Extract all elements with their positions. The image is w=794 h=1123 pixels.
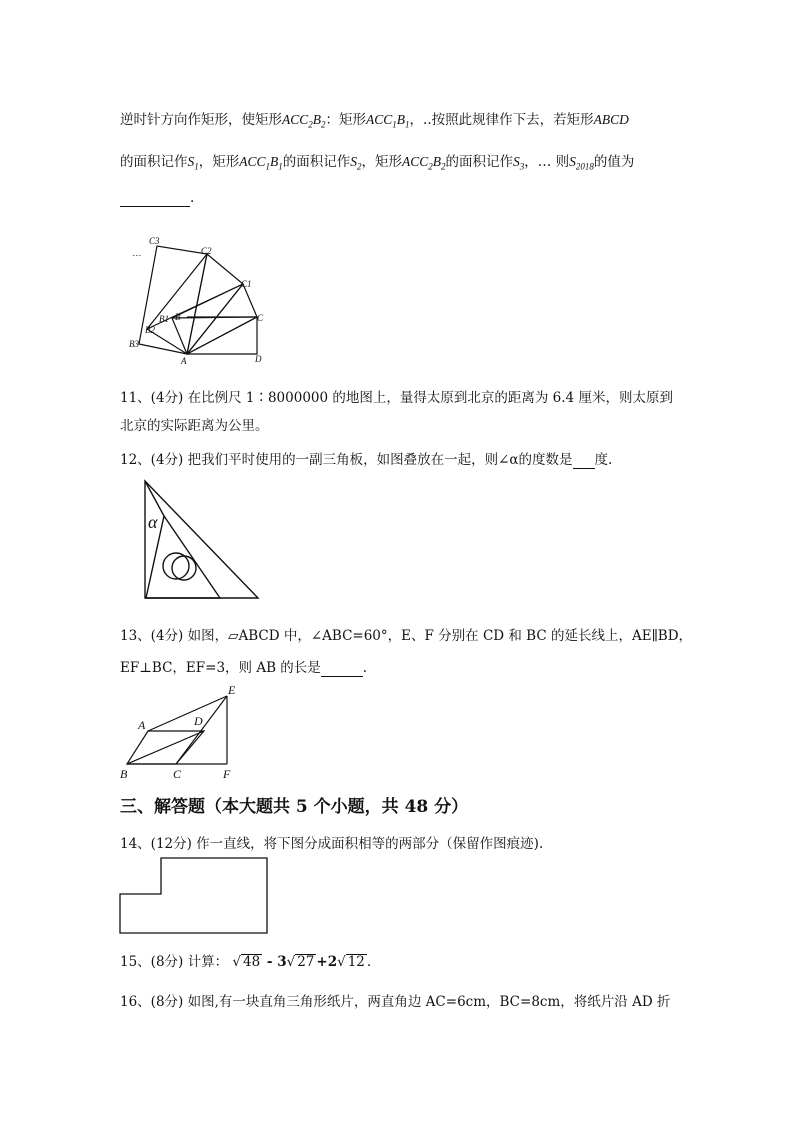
- alpha-label: α: [148, 512, 158, 532]
- rect-acc2b2: $ACC_2B_2$: [282, 112, 326, 130]
- label-c1: C1: [241, 279, 252, 289]
- label-ellipsis: …: [133, 248, 142, 258]
- q10-line1: 逆时针方向作矩形，使矩形$ACC_2B_2$：矩形$ACC_1B_1$，..按照此规律作下去，若矩形ABCD: [120, 112, 629, 130]
- label-c: C: [257, 313, 264, 323]
- label-b2: B2: [145, 325, 155, 335]
- answer-blank[interactable]: [120, 190, 190, 207]
- section-3-title: 三、解答题（本大题共 5 个小题，共 48 分）: [120, 797, 469, 817]
- q11-line2: 北京的实际距离为公里。: [120, 418, 269, 434]
- answer-blank[interactable]: [573, 452, 595, 469]
- q12-line1: 12、(4分) 把我们平时使用的一副三角板，如图叠放在一起，则∠α的度数是 度.: [120, 452, 613, 468]
- circle-left: [163, 553, 189, 579]
- q15-line1: 15、(8分) 计算： √ 48 - 3√ 27 +2√ 12 .: [120, 954, 372, 970]
- sqrt-27: √ 27: [286, 954, 315, 970]
- label-c2: C2: [201, 246, 212, 256]
- label-f: F: [223, 767, 231, 781]
- label-a: A: [181, 356, 187, 366]
- rect-acc1b1: $ACC_1B_1$: [366, 112, 410, 130]
- q16-line1: 16、(8分) 如图,有一块直角三角形纸片，两直角边 AC=6cm，BC=8cm，将纸片沿 AD 折: [120, 994, 671, 1010]
- triangle-45: [145, 481, 258, 598]
- rect-abcd: ABCD: [593, 112, 629, 127]
- q10-line2: 的面积记作$S_1$，矩形$ACC_1B_1$的面积记作$S_2$，矩形$ACC_2B_2$的面积记作$S_3$，… 则$S_{2018}$的值为: [120, 154, 635, 172]
- q12-triangle-figure: [138, 478, 263, 602]
- q14-shape-figure: [118, 856, 270, 936]
- label-b: B: [120, 767, 128, 781]
- rect-acc2b2-shape: [147, 254, 243, 354]
- q13-parallelogram-figure: [118, 682, 248, 782]
- q10-rectangle-figure: [125, 232, 275, 367]
- label-d: D: [255, 354, 262, 364]
- q11-line1: 11、(4分) 在比例尺 1∶8000000 的地图上，量得太原到北京的距离为 6.4 厘米，则太原到: [120, 390, 673, 406]
- label-c3: C3: [149, 236, 160, 246]
- sqrt-48: √ 48: [232, 954, 261, 970]
- q14-line1: 14、(12分) 作一直线，将下图分成面积相等的两部分（保留作图痕迹).: [120, 836, 544, 852]
- label-b3: B3: [129, 339, 139, 349]
- rect-acc3b3-shape: [139, 246, 207, 354]
- label-e: E: [228, 683, 236, 697]
- label-d: D: [194, 714, 203, 728]
- l-shape-polygon: [120, 858, 267, 933]
- label-b: B: [175, 312, 181, 322]
- q13-line2: EF⊥BC，EF=3，则 AB 的长是 .: [120, 660, 368, 676]
- q10-answer-line: .: [120, 190, 194, 207]
- label-b1: B1: [159, 314, 169, 324]
- answer-blank[interactable]: [321, 660, 363, 677]
- sqrt-12: √ 12: [337, 954, 365, 970]
- label-c: C: [173, 767, 182, 781]
- label-a: A: [138, 718, 146, 732]
- q13-line1: 13、(4分) 如图，▱ABCD 中，∠ABC=60°，E、F 分别在 CD 和 BC 的延长线上，AE∥BD，: [120, 628, 693, 644]
